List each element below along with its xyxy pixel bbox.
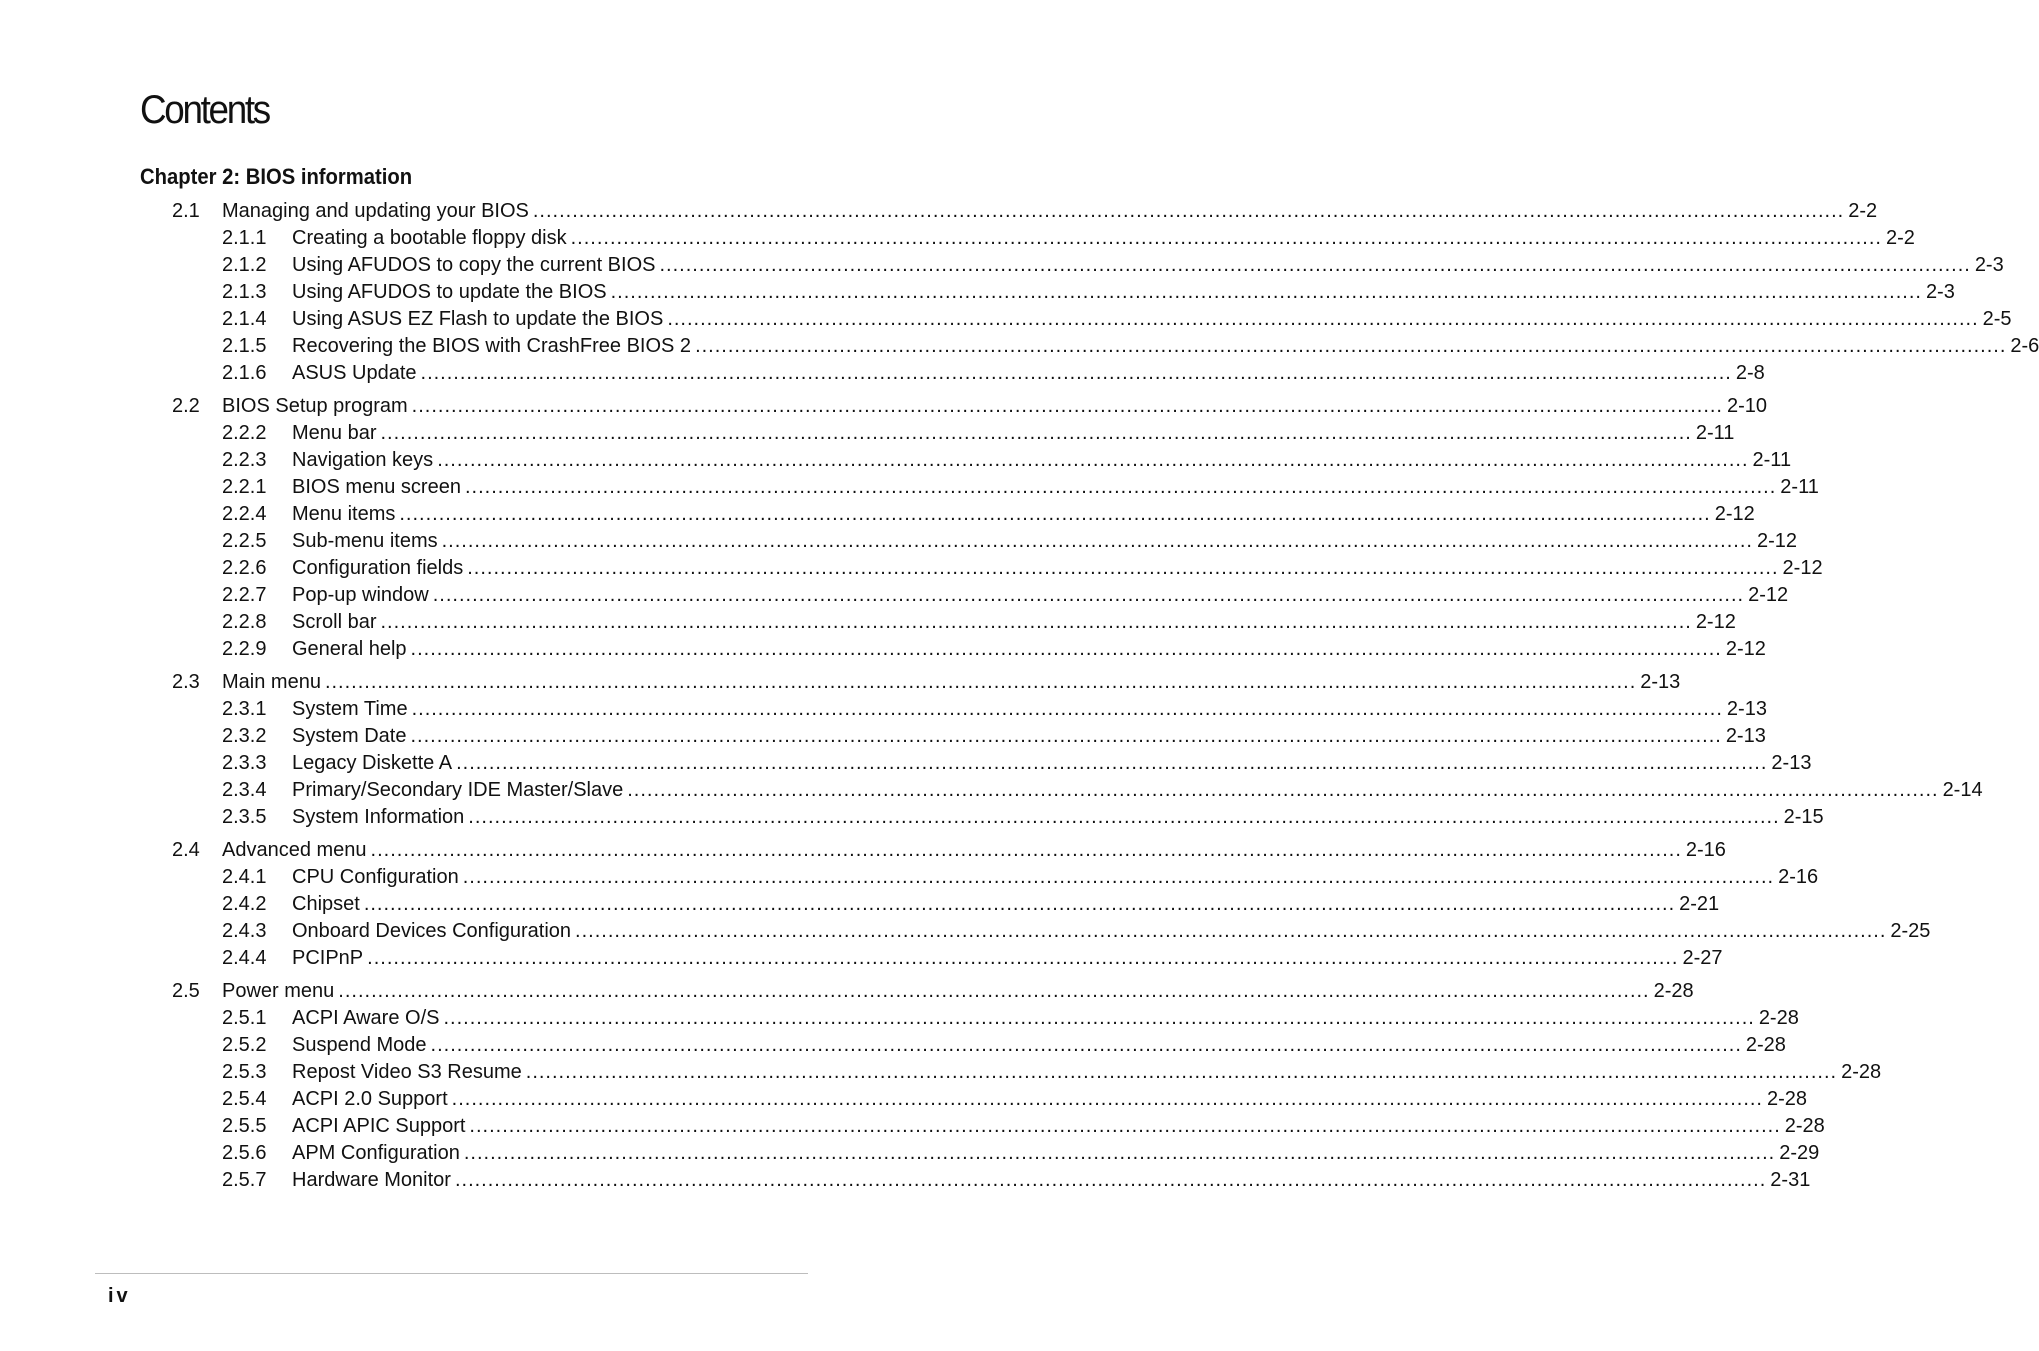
toc-entry-row bbox=[0, 420, 1735, 447]
toc-line bbox=[292, 252, 2004, 279]
toc-page-ref: 2-8 bbox=[1735, 362, 1765, 384]
toc-line bbox=[292, 528, 1797, 555]
dot-leader: ........................................................................................................................................................................................................ bbox=[454, 1169, 1767, 1191]
toc-entry-row bbox=[0, 1005, 1799, 1032]
toc-section-row bbox=[0, 393, 1768, 420]
toc-number: 2.5.5 bbox=[222, 1115, 267, 1137]
toc-line bbox=[292, 333, 2039, 360]
dot-leader: ........................................................................................................................................................................................................ bbox=[575, 920, 1887, 942]
toc-number: 2.1.1 bbox=[222, 227, 267, 249]
toc-section bbox=[0, 198, 2039, 387]
toc-number: 2.2.6 bbox=[222, 557, 267, 579]
toc-page-ref: 2-21 bbox=[1679, 893, 1720, 915]
toc-title: Primary/Secondary IDE Master/Slave bbox=[292, 779, 624, 801]
toc-number: 2.2.3 bbox=[222, 449, 267, 471]
dot-leader: ........................................................................................................................................................................................................ bbox=[464, 476, 1777, 498]
toc-line bbox=[292, 360, 1765, 387]
toc-page-ref: 2-25 bbox=[1890, 920, 1931, 942]
toc-line bbox=[222, 669, 1681, 696]
dot-leader: ........................................................................................................................................................................................................ bbox=[367, 947, 1679, 969]
toc-title: Menu bar bbox=[292, 422, 377, 444]
toc-title: System Time bbox=[292, 698, 408, 720]
toc-page-ref: 2-5 bbox=[1982, 308, 2012, 330]
toc-line bbox=[292, 501, 1755, 528]
toc-line bbox=[292, 420, 1735, 447]
toc-number: 2.5.7 bbox=[222, 1169, 267, 1191]
toc-number: 2.2 bbox=[172, 395, 200, 417]
dot-leader: ........................................................................................................................................................................................................ bbox=[627, 779, 1939, 801]
toc-number: 2.5.4 bbox=[222, 1088, 267, 1110]
toc-page-ref: 2-2 bbox=[1848, 200, 1878, 222]
toc-line bbox=[292, 1113, 1825, 1140]
toc-entry-row bbox=[0, 474, 1819, 501]
toc-line bbox=[292, 723, 1766, 750]
toc-number: 2.1.5 bbox=[222, 335, 267, 357]
toc-title: Onboard Devices Configuration bbox=[292, 920, 572, 942]
toc-title: Creating a bootable floppy disk bbox=[292, 227, 567, 249]
toc-entry-row bbox=[0, 306, 2012, 333]
toc-line bbox=[222, 198, 1878, 225]
toc-page-ref: 2-12 bbox=[1782, 557, 1823, 579]
toc-number: 2.5.6 bbox=[222, 1142, 267, 1164]
toc-entry-row bbox=[0, 528, 1797, 555]
toc-number: 2.4.3 bbox=[222, 920, 267, 942]
toc-line bbox=[292, 696, 1767, 723]
toc-number: 2.3.2 bbox=[222, 725, 267, 747]
dot-leader: ........................................................................................................................................................................................................ bbox=[380, 611, 1692, 633]
toc-entry-row bbox=[0, 1032, 1786, 1059]
toc-title: Scroll bar bbox=[292, 611, 377, 633]
toc-title: ACPI APIC Support bbox=[292, 1115, 466, 1137]
toc-section bbox=[0, 978, 1882, 1194]
toc-line bbox=[292, 609, 1736, 636]
toc-entry-row bbox=[0, 582, 1789, 609]
toc-entry-row bbox=[0, 447, 1792, 474]
toc-entry-row bbox=[0, 804, 1824, 831]
toc-line bbox=[292, 1140, 1820, 1167]
toc-page-ref: 2-13 bbox=[1726, 698, 1767, 720]
toc-page-ref: 2-11 bbox=[1695, 422, 1735, 444]
toc-page-ref: 2-6 bbox=[2010, 335, 2039, 357]
toc-title: Menu items bbox=[292, 503, 396, 525]
toc-page-ref: 2-3 bbox=[1925, 281, 1955, 303]
toc-title: ACPI 2.0 Support bbox=[292, 1088, 448, 1110]
toc-line bbox=[292, 891, 1720, 918]
toc-entry-row bbox=[0, 609, 1736, 636]
toc-line bbox=[292, 945, 1723, 972]
toc-page-ref: 2-12 bbox=[1695, 611, 1736, 633]
toc-page-ref: 2-27 bbox=[1682, 947, 1723, 969]
dot-leader: ........................................................................................................................................................................................................ bbox=[370, 839, 1682, 861]
toc-line bbox=[292, 1167, 1811, 1194]
dot-leader: ........................................................................................................................................................................................................ bbox=[695, 335, 2007, 357]
toc-section bbox=[0, 669, 1983, 831]
toc-line bbox=[292, 864, 1819, 891]
toc-page-ref: 2-12 bbox=[1756, 530, 1797, 552]
toc-entry-row bbox=[0, 555, 1823, 582]
table-of-contents bbox=[0, 198, 2039, 1200]
toc-page-ref: 2-13 bbox=[1640, 671, 1681, 693]
toc-title: Sub-menu items bbox=[292, 530, 438, 552]
toc-entry-row bbox=[0, 864, 1819, 891]
dot-leader: ........................................................................................................................................................................................................ bbox=[380, 422, 1692, 444]
toc-entry-row bbox=[0, 945, 1723, 972]
toc-number: 2.5.2 bbox=[222, 1034, 267, 1056]
toc-title: Main menu bbox=[222, 671, 321, 693]
toc-number: 2.2.1 bbox=[222, 476, 267, 498]
toc-entry-row bbox=[0, 891, 1720, 918]
toc-number: 2.3.1 bbox=[222, 698, 267, 720]
toc-page-ref: 2-15 bbox=[1783, 806, 1824, 828]
toc-entry-row bbox=[0, 1059, 1882, 1086]
toc-title: System Date bbox=[292, 725, 407, 747]
toc-title: PCIPnP bbox=[292, 947, 364, 969]
dot-leader: ........................................................................................................................................................................................................ bbox=[411, 698, 1723, 720]
toc-number: 2.4.4 bbox=[222, 947, 267, 969]
dot-leader: ........................................................................................................................................................................................................ bbox=[410, 638, 1722, 660]
toc-number: 2.3 bbox=[172, 671, 200, 693]
dot-leader: ........................................................................................................................................................................................................ bbox=[667, 308, 1979, 330]
dot-leader: ........................................................................................................................................................................................................ bbox=[399, 503, 1711, 525]
toc-number: 2.1 bbox=[172, 200, 200, 222]
toc-title: BIOS menu screen bbox=[292, 476, 461, 498]
toc-title: Chipset bbox=[292, 893, 360, 915]
dot-leader: ........................................................................................................................................................................................................ bbox=[324, 671, 1637, 693]
toc-line bbox=[292, 1032, 1786, 1059]
toc-number: 2.3.4 bbox=[222, 779, 267, 801]
dot-leader: ........................................................................................................................................................................................................ bbox=[363, 893, 1676, 915]
dot-leader: ........................................................................................................................................................................................................ bbox=[469, 1115, 1781, 1137]
toc-page-ref: 2-16 bbox=[1778, 866, 1819, 888]
dot-leader: ........................................................................................................................................................................................................ bbox=[432, 584, 1745, 606]
toc-page-ref: 2-11 bbox=[1780, 476, 1819, 498]
toc-entry-row bbox=[0, 333, 2039, 360]
dot-leader: ........................................................................................................................................................................................................ bbox=[441, 530, 1753, 552]
toc-number: 2.5 bbox=[172, 980, 200, 1002]
toc-section bbox=[0, 837, 1931, 972]
toc-page-ref: 2-13 bbox=[1771, 752, 1812, 774]
footer-divider bbox=[95, 1273, 808, 1274]
toc-entry-row bbox=[0, 1113, 1825, 1140]
toc-entry-row bbox=[0, 777, 1983, 804]
toc-line bbox=[292, 225, 1915, 252]
toc-number: 2.3.3 bbox=[222, 752, 267, 774]
toc-line bbox=[292, 306, 2012, 333]
toc-line bbox=[292, 1005, 1799, 1032]
toc-number: 2.2.5 bbox=[222, 530, 267, 552]
toc-line bbox=[292, 918, 1931, 945]
toc-page-ref: 2-31 bbox=[1770, 1169, 1811, 1191]
toc-entry-row bbox=[0, 1086, 1808, 1113]
toc-number: 2.1.4 bbox=[222, 308, 267, 330]
dot-leader: ........................................................................................................................................................................................................ bbox=[456, 752, 1768, 774]
toc-line bbox=[222, 393, 1768, 420]
dot-leader: ........................................................................................................................................................................................................ bbox=[451, 1088, 1763, 1110]
toc-number: 2.2.8 bbox=[222, 611, 267, 633]
toc-page-ref: 2-28 bbox=[1653, 980, 1694, 1002]
toc-title: System Information bbox=[292, 806, 465, 828]
toc-page-ref: 2-14 bbox=[1942, 779, 1983, 801]
toc-title: Advanced menu bbox=[222, 839, 367, 861]
toc-title: CPU Configuration bbox=[292, 866, 459, 888]
toc-page-ref: 2-13 bbox=[1725, 725, 1766, 747]
dot-leader: ........................................................................................................................................................................................................ bbox=[410, 725, 1722, 747]
toc-page-ref: 2-28 bbox=[1784, 1115, 1825, 1137]
toc-number: 2.4 bbox=[172, 839, 200, 861]
dot-leader: ........................................................................................................................................................................................................ bbox=[430, 1034, 1742, 1056]
toc-entry-row bbox=[0, 636, 1766, 663]
toc-line bbox=[292, 447, 1792, 474]
toc-page-ref: 2-16 bbox=[1685, 839, 1726, 861]
toc-title: Using ASUS EZ Flash to update the BIOS bbox=[292, 308, 664, 330]
toc-page-ref: 2-11 bbox=[1752, 449, 1792, 471]
toc-page-ref: 2-12 bbox=[1714, 503, 1755, 525]
toc-title: Navigation keys bbox=[292, 449, 434, 471]
toc-number: 2.3.5 bbox=[222, 806, 267, 828]
toc-number: 2.1.2 bbox=[222, 254, 267, 276]
toc-number: 2.2.7 bbox=[222, 584, 267, 606]
toc-title: Power menu bbox=[222, 980, 335, 1002]
toc-title: Recovering the BIOS with CrashFree BIOS 2 bbox=[292, 335, 692, 357]
toc-page-ref: 2-28 bbox=[1758, 1007, 1799, 1029]
toc-entry-row bbox=[0, 918, 1931, 945]
toc-line bbox=[292, 279, 1955, 306]
dot-leader: ........................................................................................................................................................................................................ bbox=[468, 806, 1780, 828]
toc-line bbox=[292, 750, 1812, 777]
toc-page-ref: 2-10 bbox=[1726, 395, 1768, 417]
toc-entry-row bbox=[0, 750, 1812, 777]
toc-page-ref: 2-28 bbox=[1841, 1061, 1882, 1083]
toc-title: Hardware Monitor bbox=[292, 1169, 451, 1191]
dot-leader: ........................................................................................................................................................................................................ bbox=[437, 449, 1749, 471]
toc-number: 2.2.4 bbox=[222, 503, 267, 525]
toc-number: 2.2.9 bbox=[222, 638, 267, 660]
toc-page-ref: 2-12 bbox=[1748, 584, 1789, 606]
chapter-heading: Chapter 2: BIOS information bbox=[140, 164, 413, 189]
dot-leader: ........................................................................................................................................................................................................ bbox=[659, 254, 1971, 276]
toc-page-ref: 2-12 bbox=[1725, 638, 1766, 660]
dot-leader: ........................................................................................................................................................................................................ bbox=[570, 227, 1882, 249]
dot-leader: ........................................................................................................................................................................................................ bbox=[411, 395, 1723, 417]
toc-title: ACPI Aware O/S bbox=[292, 1007, 440, 1029]
toc-section bbox=[0, 393, 1823, 663]
toc-page-ref: 2-3 bbox=[1974, 254, 2004, 276]
toc-section-row bbox=[0, 978, 1694, 1005]
toc-title: Using AFUDOS to copy the current BIOS bbox=[292, 254, 656, 276]
toc-entry-row bbox=[0, 1167, 1811, 1194]
toc-number: 2.4.2 bbox=[222, 893, 267, 915]
dot-leader: ........................................................................................................................................................................................................ bbox=[462, 866, 1775, 888]
toc-title: Suspend Mode bbox=[292, 1034, 427, 1056]
toc-page-ref: 2-2 bbox=[1885, 227, 1915, 249]
toc-entry-row bbox=[0, 225, 1915, 252]
toc-title: ASUS Update bbox=[292, 362, 417, 384]
toc-title: Repost Video S3 Resume bbox=[292, 1061, 522, 1083]
toc-entry-row bbox=[0, 1140, 1820, 1167]
toc-page-ref: 2-28 bbox=[1745, 1034, 1786, 1056]
toc-title: Configuration fields bbox=[292, 557, 464, 579]
toc-line bbox=[292, 804, 1824, 831]
toc-line bbox=[292, 582, 1789, 609]
toc-line bbox=[222, 837, 1726, 864]
toc-number: 2.5.3 bbox=[222, 1061, 267, 1083]
dot-leader: ........................................................................................................................................................................................................ bbox=[525, 1061, 1838, 1083]
toc-title: Legacy Diskette A bbox=[292, 752, 453, 774]
toc-entry-row bbox=[0, 696, 1767, 723]
dot-leader: ........................................................................................................................................................................................................ bbox=[610, 281, 1922, 303]
toc-entry-row bbox=[0, 279, 1955, 306]
toc-line bbox=[292, 777, 1983, 804]
page-number: iv bbox=[108, 1285, 131, 1307]
toc-line bbox=[292, 555, 1823, 582]
toc-section-row bbox=[0, 198, 1878, 225]
toc-number: 2.1.3 bbox=[222, 281, 267, 303]
toc-number: 2.5.1 bbox=[222, 1007, 267, 1029]
toc-number: 2.1.6 bbox=[222, 362, 267, 384]
page-title: Contents bbox=[140, 88, 269, 132]
toc-page-ref: 2-29 bbox=[1779, 1142, 1820, 1164]
toc-line bbox=[292, 1086, 1808, 1113]
toc-number: 2.4.1 bbox=[222, 866, 267, 888]
dot-leader: ........................................................................................................................................................................................................ bbox=[467, 557, 1779, 579]
dot-leader: ........................................................................................................................................................................................................ bbox=[463, 1142, 1776, 1164]
toc-line bbox=[292, 1059, 1882, 1086]
toc-entry-row bbox=[0, 723, 1766, 750]
toc-entry-row bbox=[0, 501, 1755, 528]
toc-title: Pop-up window bbox=[292, 584, 429, 606]
toc-number: 2.2.2 bbox=[222, 422, 267, 444]
toc-line bbox=[222, 978, 1694, 1005]
toc-entry-row bbox=[0, 360, 1765, 387]
toc-entry-row bbox=[0, 252, 2004, 279]
dot-leader: ........................................................................................................................................................................................................ bbox=[338, 980, 1650, 1002]
toc-section-row bbox=[0, 837, 1726, 864]
toc-title: Using AFUDOS to update the BIOS bbox=[292, 281, 607, 303]
toc-title: BIOS Setup program bbox=[222, 395, 408, 417]
toc-title: Managing and updating your BIOS bbox=[222, 200, 529, 222]
dot-leader: ........................................................................................................................................................................................................ bbox=[532, 200, 1845, 222]
toc-title: General help bbox=[292, 638, 407, 660]
toc-page-ref: 2-28 bbox=[1766, 1088, 1808, 1110]
toc-line bbox=[292, 636, 1766, 663]
dot-leader: ........................................................................................................................................................................................................ bbox=[443, 1007, 1755, 1029]
toc-title: APM Configuration bbox=[292, 1142, 460, 1164]
dot-leader: ........................................................................................................................................................................................................ bbox=[420, 362, 1732, 384]
toc-line bbox=[292, 474, 1819, 501]
toc-section-row bbox=[0, 669, 1681, 696]
